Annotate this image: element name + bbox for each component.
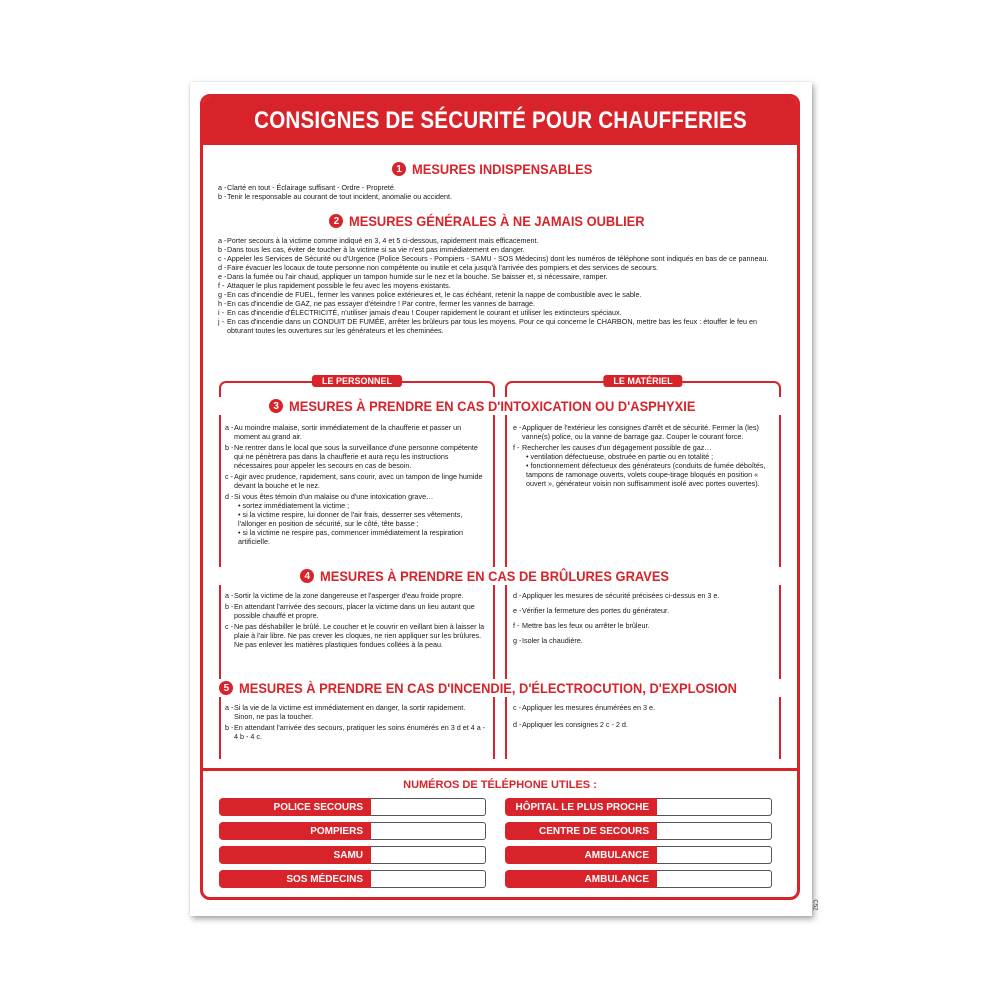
list-item: d - Appliquer les mesures de sécurité précisées ci-dessus en 3 e. xyxy=(513,591,720,600)
phone-row xyxy=(219,846,486,864)
list-item: e - Vérifier la fermeture des portes du générateur. xyxy=(513,606,670,615)
phone-section-title: NUMÉROS DE TÉLÉPHONE UTILES : xyxy=(403,779,597,791)
phone-label: SOS MÉDECINS xyxy=(219,870,371,888)
section-2-title: MESURES GÉNÉRALES À NE JAMAIS OUBLIER xyxy=(349,213,645,229)
phone-numbers-section xyxy=(203,768,797,900)
list-item: b - Ne rentrer dans le local que sous la surveillance d'une personne compétente qui ne pénètrera pas dans la chaufferie et aura reçu les instructions nécessaires pour appeler les secours en cas de besoin. xyxy=(225,443,478,470)
phone-row xyxy=(505,870,772,888)
phone-label: HÔPITAL LE PLUS PROCHE xyxy=(505,798,657,816)
list-item: g - En cas d'incendie de FUEL, fermer les vannes police extérieures et, le cas échéant, retenir la nappe de combustible avec le sable. xyxy=(218,290,642,299)
phone-row xyxy=(505,846,772,864)
list-item: b - Dans tous les cas, éviter de toucher à la victime si sa vie n'est pas immédiatement en danger. xyxy=(218,245,525,254)
list-item: d - Si vous êtes témoin d'un malaise ou d'une intoxication grave… • sortez immédiatement la victime ; • si la victime respire, lui donner de l'air frais, desserrer ses vêtements, l'allonger en position de sécurité, sur le côté, tête basse ; • si la victime ne respire pas, commencer immédiatement la respiration artificielle. xyxy=(225,492,464,546)
section-4-heading xyxy=(203,567,797,585)
sign-frame xyxy=(200,94,800,900)
list-item: a - Sortir la victime de la zone dangereuse et l'asperger d'eau froide propre. xyxy=(225,591,464,600)
section-4-number: 4 xyxy=(300,569,314,583)
materiel-tag: LE MATÉRIEL xyxy=(603,375,682,387)
list-item: a - Si la vie de la victime est immédiatement en danger, la sortir rapidement. Sinon, ne pas la toucher. xyxy=(225,703,466,721)
list-item: h - En cas d'incendie de GAZ, ne pas essayer d'éteindre ! Par contre, fermer les vannes de barrage. xyxy=(218,299,535,308)
list-item: c - Agir avec prudence, rapidement, sans courir, avec un tampon de linge humide devant la bouche et le nez. xyxy=(225,472,483,490)
section-3-right-list xyxy=(513,423,775,490)
phone-number-field[interactable] xyxy=(657,846,772,864)
phone-label: CENTRE DE SECOURS xyxy=(505,822,657,840)
section-5-left-list xyxy=(225,703,487,743)
section-5-title: MESURES À PRENDRE EN CAS D'INCENDIE, D'ÉLECTROCUTION, D'EXPLOSION xyxy=(239,680,738,696)
list-item: j - En cas d'incendie dans un CONDUIT DE FUMÉE, arrêter les brûleurs par tous les moyens. Pour ce qui concerne le CHARBON, mettre bas les feux : étouffer le feu en obturant toutes les ouvertures sur les générateurs et les cheminées. xyxy=(218,317,758,335)
phone-label: AMBULANCE xyxy=(505,870,657,888)
list-item: a - Clarté en tout - Éclairage suffisant - Ordre - Propreté. xyxy=(218,183,396,192)
phone-number-field[interactable] xyxy=(657,870,772,888)
phone-label: AMBULANCE xyxy=(505,846,657,864)
section-1-list xyxy=(218,183,778,201)
phone-label: POMPIERS xyxy=(219,822,371,840)
page-title: CONSIGNES DE SÉCURITÉ POUR CHAUFFERIES xyxy=(253,107,747,134)
list-item: c - Ne pas déshabiller le brûlé. Le coucher et le couvrir en veillant bien à laisser la plaie à l'air libre. Ne pas crever les cloques, ne rien appliquer sur les brûlures. Ne pas enlever les matières plastiques fondues collées à la peau. xyxy=(225,622,485,649)
phone-row xyxy=(219,870,486,888)
section-2-heading xyxy=(203,213,797,229)
section-1-number: 1 xyxy=(392,162,406,176)
section-5-heading xyxy=(203,679,797,697)
section-5-right-list xyxy=(513,703,775,731)
phone-number-field[interactable] xyxy=(371,846,486,864)
list-item: c - Appeler les Services de Sécurité ou d'Urgence (Police Secours - Pompiers - SAMU - SOS Médecins) dont les numéros de téléphone sont indiqués en bas de ce panneau. xyxy=(218,254,769,263)
list-item: b - En attendant l'arrivée des secours, pratiquer les soins énumérés en 3 d et 4 a - 4 b - 4 c. xyxy=(225,723,486,741)
list-item: f - Rechercher les causes d'un dégagement possible de gaz… • ventilation défectueuse, obstruée en partie ou en totalité ; • fonctionnement défectueux des générateurs (conduits de fumée déboîtés, tampons de ramonage ouverts, volets coupe-tirage bloqués en position « ouvert », générateur voisin non suffisamment isolé avec portes ouvertes). xyxy=(513,443,766,488)
list-item: g - Isoler la chaudière. xyxy=(513,636,583,645)
phone-number-field[interactable] xyxy=(371,870,486,888)
list-item: d - Appliquer les consignes 2 c - 2 d. xyxy=(513,720,628,729)
list-item: a - Porter secours à la victime comme indiqué en 3, 4 et 5 ci-dessous, rapidement mais efficacement. xyxy=(218,236,539,245)
section-4-right-list xyxy=(513,591,775,647)
section-4-left-list xyxy=(225,591,487,651)
product-code: C52 xyxy=(811,899,818,911)
section-3-heading xyxy=(203,397,797,415)
phone-number-field[interactable] xyxy=(371,798,486,816)
safety-sign xyxy=(190,82,818,916)
phone-number-field[interactable] xyxy=(657,822,772,840)
section-3-left-list xyxy=(225,423,487,548)
section-1-heading xyxy=(203,161,797,177)
phone-row xyxy=(505,822,772,840)
personnel-tag: LE PERSONNEL xyxy=(312,375,402,387)
list-item: e - Appliquer de l'extérieur les consignes d'arrêt et de sécurité. Fermer la (les) vanne(s) police, ou la vanne de barrage gaz. Couper le courant force. xyxy=(513,423,759,441)
section-2-list xyxy=(218,236,783,335)
list-item: d - Faire évacuer les locaux de toute personne non compétente ou inutile et cela jusqu'à l'arrivée des pompiers et des services de secours. xyxy=(218,263,659,272)
list-item: b - Tenir le responsable au courant de tout incident, anomalie ou accident. xyxy=(218,192,452,201)
phone-label: POLICE SECOURS xyxy=(219,798,371,816)
list-item: i - En cas d'incendie d'ÉLECTRICITÉ, n'utiliser jamais d'eau ! Couper rapidement le courant et utiliser les extincteurs spéciaux. xyxy=(218,308,622,317)
section-3-title: MESURES À PRENDRE EN CAS D'INTOXICATION OU D'ASPHYXIE xyxy=(289,398,696,414)
section-3-number: 3 xyxy=(269,399,283,413)
list-item: c - Appliquer les mesures énumérées en 3 e. xyxy=(513,703,656,712)
phone-row xyxy=(219,822,486,840)
section-1-title: MESURES INDISPENSABLES xyxy=(411,161,593,177)
phone-number-field[interactable] xyxy=(657,798,772,816)
list-item: e - Dans la fumée ou l'air chaud, appliquer un tampon humide sur le nez et la bouche. Se baisser et, si nécessaire, ramper. xyxy=(218,272,608,281)
phone-row xyxy=(505,798,772,816)
phone-row xyxy=(219,798,486,816)
phone-label: SAMU xyxy=(219,846,371,864)
phone-number-field[interactable] xyxy=(371,822,486,840)
title-banner xyxy=(203,97,797,145)
section-5-number: 5 xyxy=(219,681,233,695)
list-item: a - Au moindre malaise, sortir immédiatement de la chaufferie et passer un moment au grand air. xyxy=(225,423,462,441)
list-item: b - En attendant l'arrivée des secours, placer la victime dans un lieu autant que possible chauffé et propre. xyxy=(225,602,475,620)
list-item: f - Attaquer le plus rapidement possible le feu avec les moyens existants. xyxy=(218,281,451,290)
section-2-number: 2 xyxy=(329,214,343,228)
section-4-title: MESURES À PRENDRE EN CAS DE BRÛLURES GRAVES xyxy=(320,568,670,584)
list-item: f - Mettre bas les feux ou arrêter le brûleur. xyxy=(513,621,650,630)
